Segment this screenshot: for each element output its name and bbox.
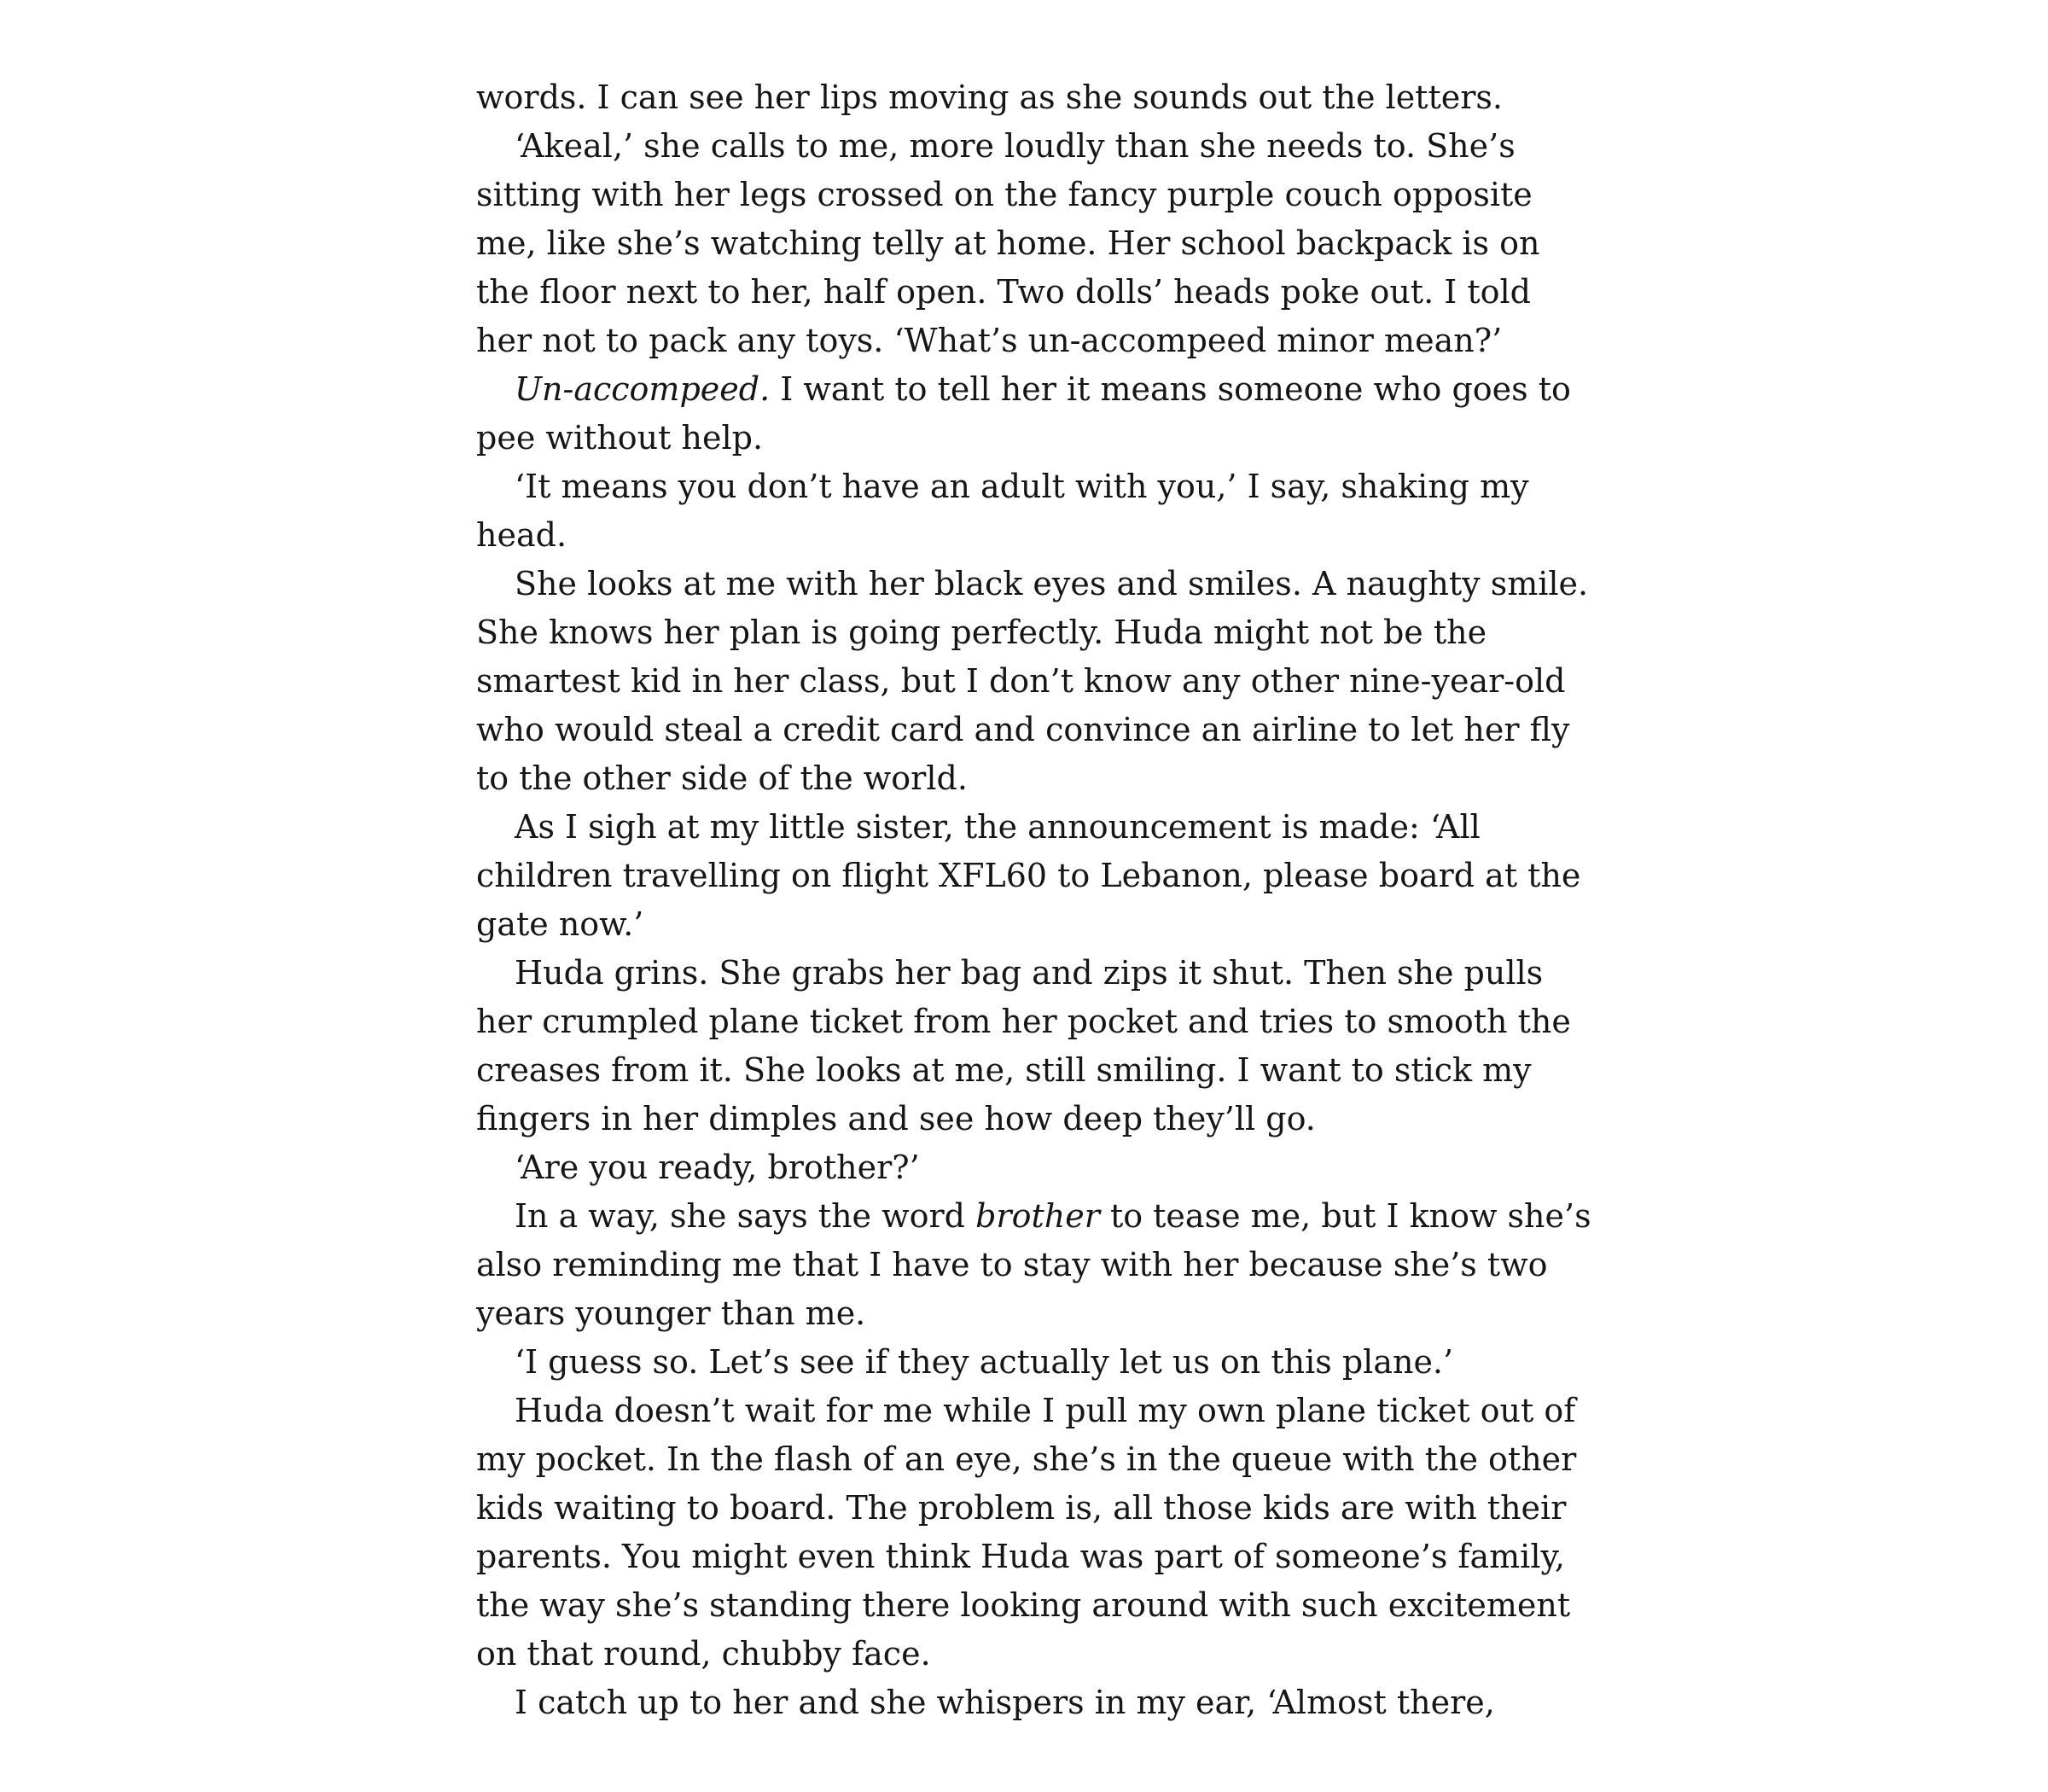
text-run: In a way, she says the word [515, 1197, 976, 1235]
text-line: the way she’s standing there looking around with such excitement [476, 1586, 1571, 1624]
text-line: gate now.’ [476, 905, 644, 943]
text-line: also reminding me that I have to stay with her because she’s two [476, 1246, 1548, 1283]
text-line: ‘I guess so. Let’s see if they actually let us on this plane.’ [515, 1343, 1454, 1381]
text-line: on that round, chubby face. [476, 1635, 931, 1673]
text-line: She looks at me with her black eyes and smiles. A naughty smile. [515, 565, 1589, 602]
text-line: me, like she’s watching telly at home. Her school backpack is on [476, 224, 1540, 262]
text-line: sitting with her legs crossed on the fancy purple couch opposite [476, 176, 1533, 213]
book-page [476, 73, 1591, 1727]
text-line: Huda doesn’t wait for me while I pull my own plane ticket out of [515, 1392, 1576, 1429]
italic-word: brother [975, 1197, 1100, 1235]
text-line: ‘Are you ready, brother?’ [515, 1149, 920, 1186]
text-line: creases from it. She looks at me, still smiling. I want to stick my [476, 1051, 1532, 1089]
text-line: children travelling on flight XFL60 to Lebanon, please board at the [476, 857, 1581, 894]
text-line: the floor next to her, half open. Two dolls’ heads poke out. I told [476, 273, 1531, 311]
text-line: pee without help. [476, 419, 764, 457]
text-line: ‘It means you don’t have an adult with you,’ I say, shaking my [515, 468, 1529, 505]
text-line: words. I can see her lips moving as she sounds out the letters. [476, 79, 1503, 116]
text-line: her not to pack any toys. ‘What’s un-accompeed minor mean?’ [476, 322, 1503, 359]
text-line: ‘Akeal,’ she calls to me, more loudly than she needs to. She’s [515, 127, 1516, 165]
text-line [476, 365, 1570, 414]
text-line: She knows her plan is going perfectly. Huda might not be the [476, 614, 1487, 651]
text-line [476, 1192, 1591, 1241]
text-line: to the other side of the world. [476, 759, 968, 797]
text-run: I want to tell her it means someone who goes to [770, 370, 1571, 408]
text-line: my pocket. In the flash of an eye, she’s in the queue with the other [476, 1440, 1577, 1478]
text-line: smartest kid in her class, but I don’t know any other nine-year-old [476, 662, 1566, 700]
text-line: I catch up to her and she whispers in my ear, ‘Almost there, [515, 1684, 1495, 1721]
text-line: years younger than me. [476, 1295, 866, 1332]
text-line: her crumpled plane ticket from her pocket and tries to smooth the [476, 1003, 1571, 1040]
text-line: head. [476, 516, 567, 554]
italic-phrase: Un-accompeed. [515, 370, 771, 408]
text-line: who would steal a credit card and convince an airline to let her fly [476, 711, 1570, 748]
text-line: parents. You might even think Huda was part of someone’s family, [476, 1538, 1565, 1575]
text-line: fingers in her dimples and see how deep they’ll go. [476, 1100, 1316, 1137]
text-line: Huda grins. She grabs her bag and zips it shut. Then she pulls [515, 954, 1544, 992]
text-line: kids waiting to board. The problem is, all those kids are with their [476, 1489, 1567, 1527]
text-line: As I sigh at my little sister, the announcement is made: ‘All [515, 808, 1481, 846]
text-run: to tease me, but I know she’s [1099, 1197, 1591, 1235]
